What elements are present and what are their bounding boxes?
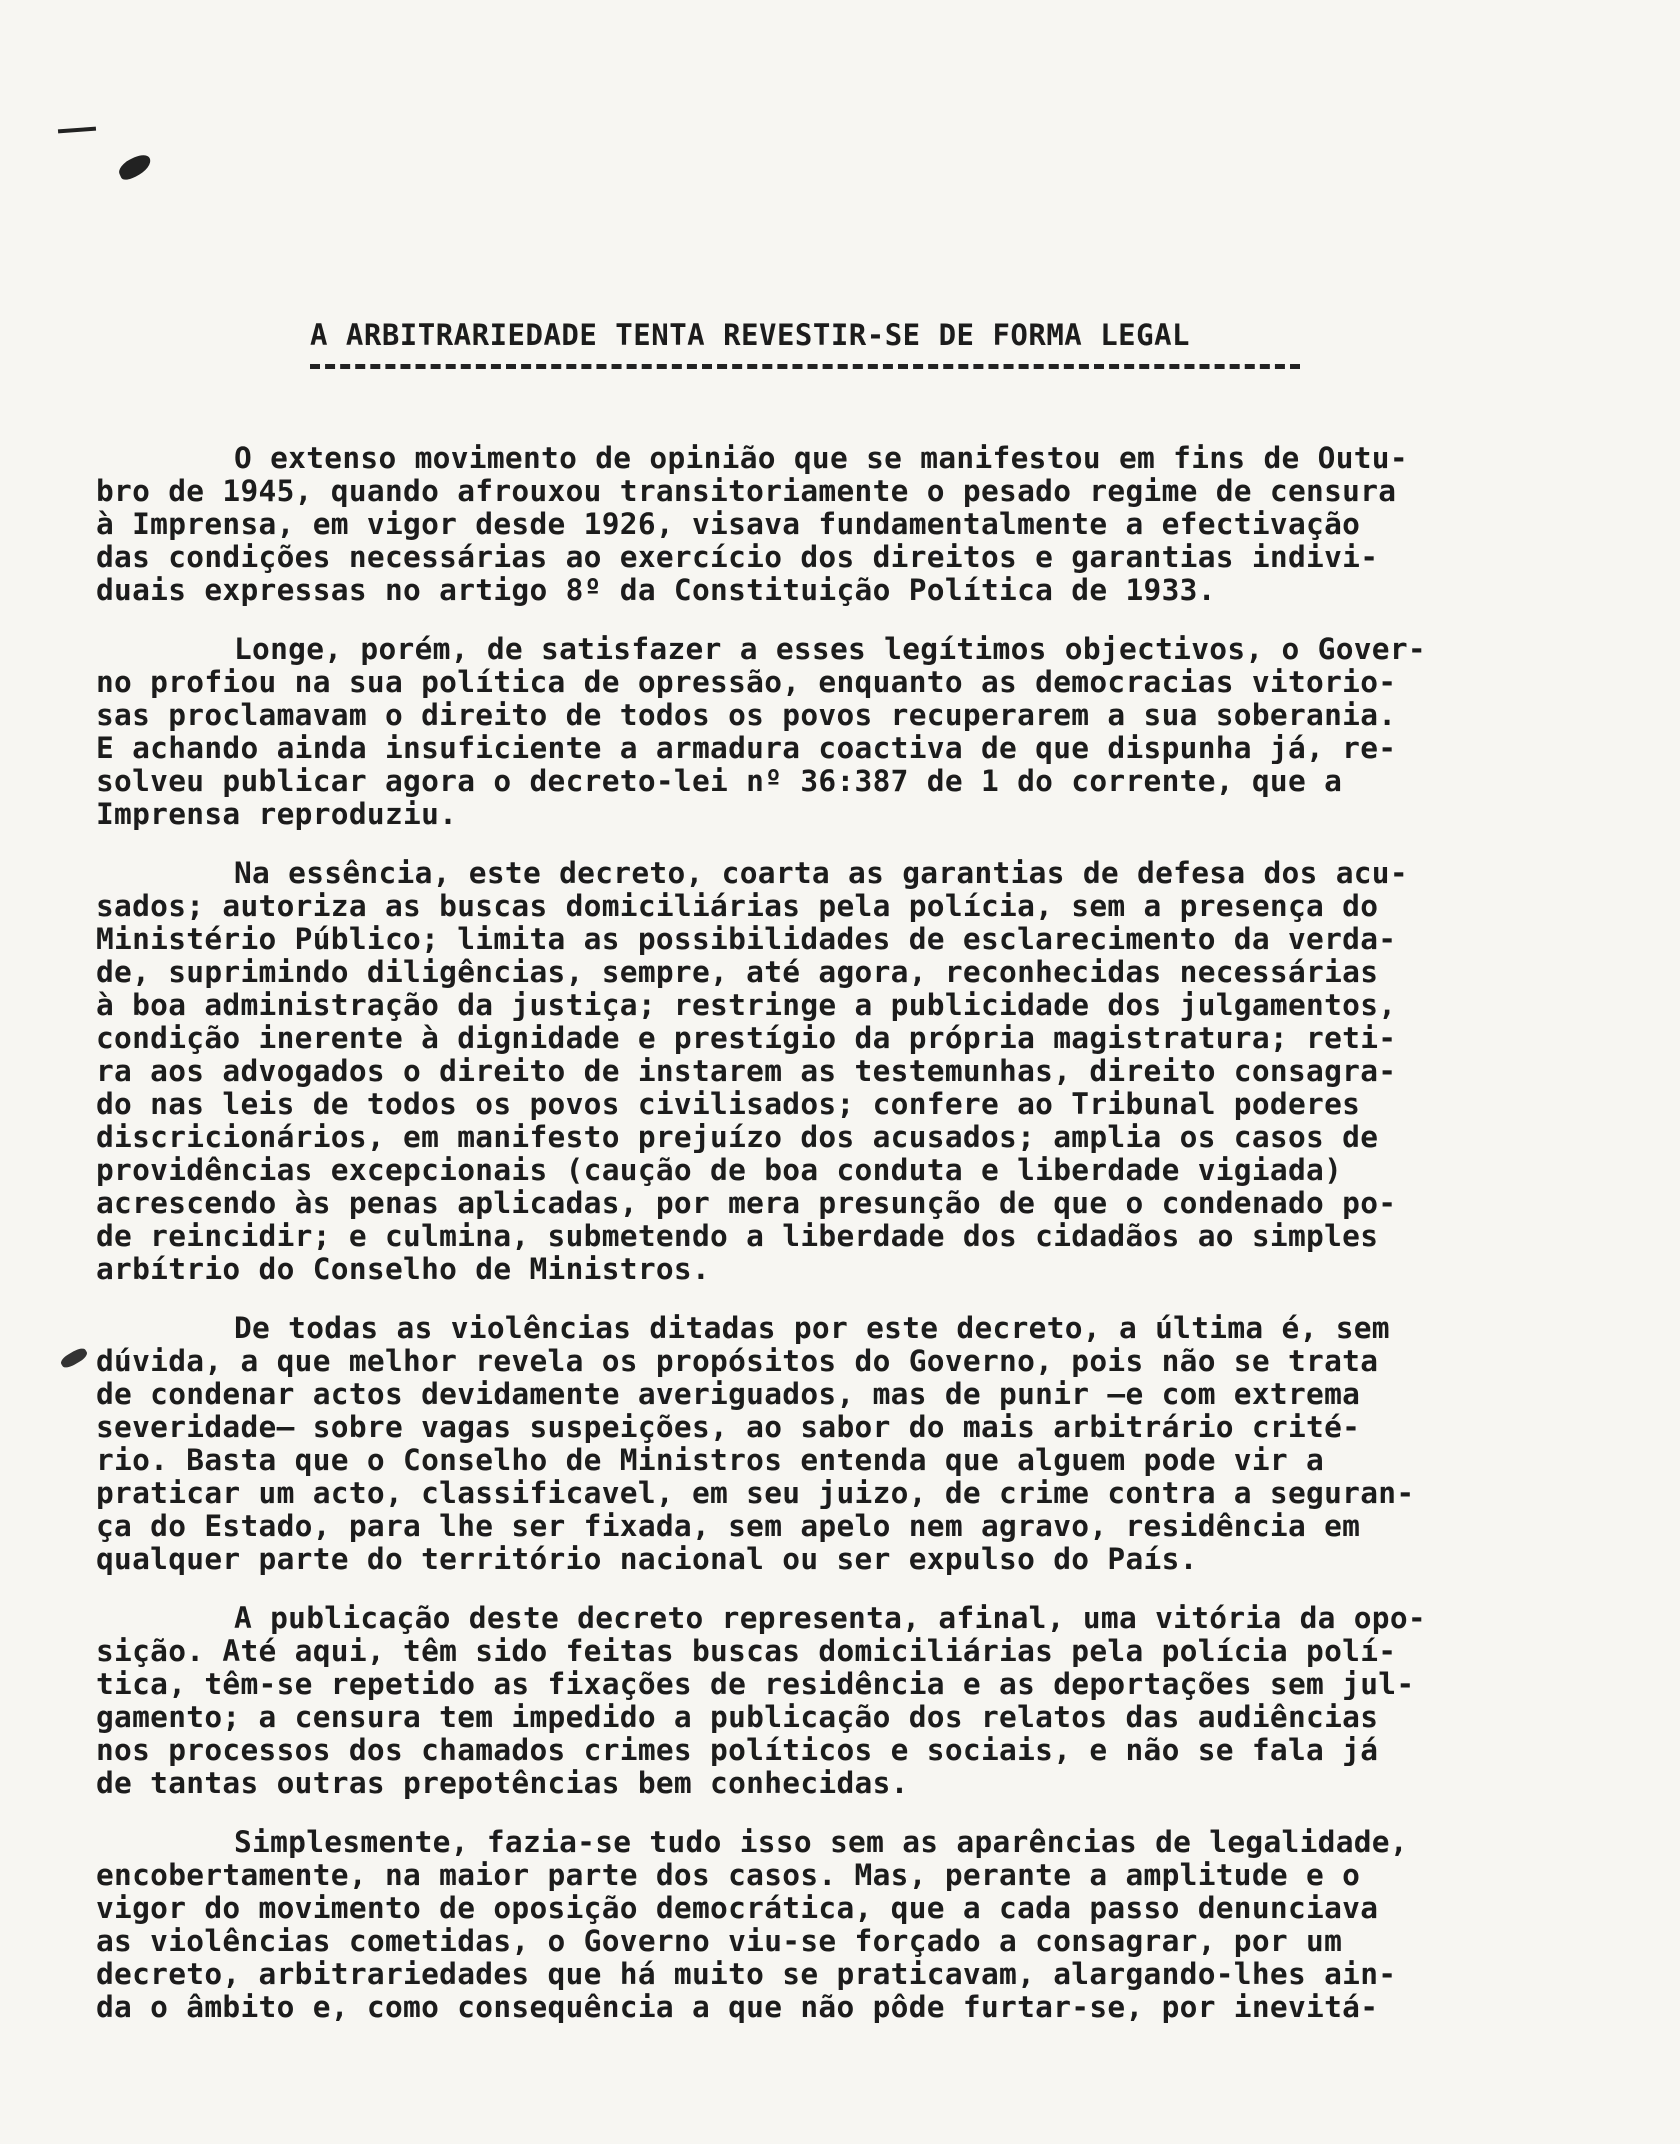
text-line: das condições necessárias ao exercício dos direitos e garantias indivi-: [96, 540, 1379, 574]
document-body: [96, 442, 1546, 2050]
paragraph: [96, 1312, 1546, 1576]
text-line: providências excepcionais (caução de boa conduta e liberdade vigiada): [96, 1153, 1343, 1187]
text-line: De todas as violências ditadas por este decreto, a última é, sem: [234, 1311, 1390, 1345]
text-line: arbítrio do Conselho de Ministros.: [96, 1252, 711, 1286]
ink-mark: [58, 127, 96, 134]
text-line: A publicação deste decreto representa, afinal, uma vitória da opo-: [234, 1601, 1426, 1635]
paragraph: [96, 442, 1546, 607]
text-line: Na essência, este decreto, coarta as garantias de defesa dos acu-: [234, 856, 1408, 890]
text-line: solveu publicar agora o decreto-lei nº 36:387 de 1 do corrente, que a: [96, 764, 1343, 798]
text-line: no profiou na sua política de opressão, enquanto as democracias vitorio-: [96, 665, 1397, 699]
text-line: Longe, porém, de satisfazer a esses legítimos objectivos, o Gover-: [234, 632, 1426, 666]
text-line: sados; autoriza as buscas domiciliárias pela polícia, sem a presença do: [96, 889, 1379, 923]
text-line: Imprensa reproduziu.: [96, 797, 458, 831]
text-line: rio. Basta que o Conselho de Ministros entenda que alguem pode vir a: [96, 1443, 1325, 1477]
ink-blot: [116, 152, 154, 183]
text-line: de condenar actos devidamente averiguados, mas de punir —e com extrema: [96, 1377, 1361, 1411]
text-line: discricionários, em manifesto prejuízo dos acusados; amplia os casos de: [96, 1120, 1379, 1154]
text-line: acrescendo às penas aplicadas, por mera presunção de que o condenado po-: [96, 1186, 1397, 1220]
text-line: condição inerente à dignidade e prestígio da própria magistratura; reti-: [96, 1021, 1397, 1055]
text-line: E achando ainda insuficiente a armadura coactiva de que dispunha já, re-: [96, 731, 1397, 765]
text-line: qualquer parte do território nacional ou ser expulso do País.: [96, 1542, 1198, 1576]
text-line: O extenso movimento de opinião que se manifestou em fins de Outu-: [234, 441, 1408, 475]
text-line: ça do Estado, para lhe ser fixada, sem apelo nem agravo, residência em: [96, 1509, 1361, 1543]
text-line: Ministério Público; limita as possibilidades de esclarecimento da verda-: [96, 922, 1397, 956]
text-line: sas proclamavam o direito de todos os povos recuperarem a sua soberania.: [96, 698, 1397, 732]
text-line: à boa administração da justiça; restringe a publicidade dos julgamentos,: [96, 988, 1397, 1022]
text-line: decreto, arbitrariedades que há muito se praticavam, alargando-lhes ain-: [96, 1957, 1397, 1991]
text-line: Simplesmente, fazia-se tudo isso sem as aparências de legalidade,: [234, 1825, 1408, 1859]
text-line: as violências cometidas, o Governo viu-se forçado a consagrar, por um: [96, 1924, 1343, 1958]
paragraph: [96, 1826, 1546, 2024]
text-line: de tantas outras prepotências bem conhecidas.: [96, 1766, 909, 1800]
text-line: duais expressas no artigo 8º da Constituição Política de 1933.: [96, 573, 1216, 607]
text-line: da o âmbito e, como consequência a que não pôde furtar-se, por inevitá-: [96, 1990, 1379, 2024]
text-line: bro de 1945, quando afrouxou transitoriamente o pesado regime de censura: [96, 474, 1397, 508]
text-line: do nas leis de todos os povos civilisados; confere ao Tribunal poderes: [96, 1087, 1361, 1121]
text-line: tica, têm-se repetido as fixações de residência e as deportações sem jul-: [96, 1667, 1415, 1701]
paragraph: [96, 857, 1546, 1286]
text-line: encobertamente, na maior parte dos casos. Mas, perante a amplitude e o: [96, 1858, 1361, 1892]
text-line: sição. Até aqui, têm sido feitas buscas domiciliárias pela polícia polí-: [96, 1634, 1397, 1668]
text-line: ra aos advogados o direito de instarem as testemunhas, direito consagra-: [96, 1054, 1397, 1088]
paragraph: [96, 1602, 1546, 1800]
paragraph: [96, 633, 1546, 831]
text-line: dúvida, a que melhor revela os propósitos do Governo, pois não se trata: [96, 1344, 1379, 1378]
text-line: nos processos dos chamados crimes políticos e sociais, e não se fala já: [96, 1733, 1379, 1767]
text-line: severidade— sobre vagas suspeições, ao sabor do mais arbitrário crité-: [96, 1410, 1361, 1444]
text-line: vigor do movimento de oposição democrática, que a cada passo denunciava: [96, 1891, 1379, 1925]
document-title: A ARBITRARIEDADE TENTA REVESTIR-SE DE FORMA LEGAL: [310, 318, 1191, 352]
ink-blot: [59, 1346, 89, 1370]
title-underline: [310, 364, 1300, 369]
text-line: praticar um acto, classificavel, em seu juizo, de crime contra a seguran-: [96, 1476, 1415, 1510]
text-line: à Imprensa, em vigor desde 1926, visava fundamentalmente a efectivação: [96, 507, 1361, 541]
text-line: de reincidir; e culmina, submetendo a liberdade dos cidadãos ao simples: [96, 1219, 1379, 1253]
text-line: de, suprimindo diligências, sempre, até agora, reconhecidas necessárias: [96, 955, 1379, 989]
text-line: gamento; a censura tem impedido a publicação dos relatos das audiências: [96, 1700, 1379, 1734]
